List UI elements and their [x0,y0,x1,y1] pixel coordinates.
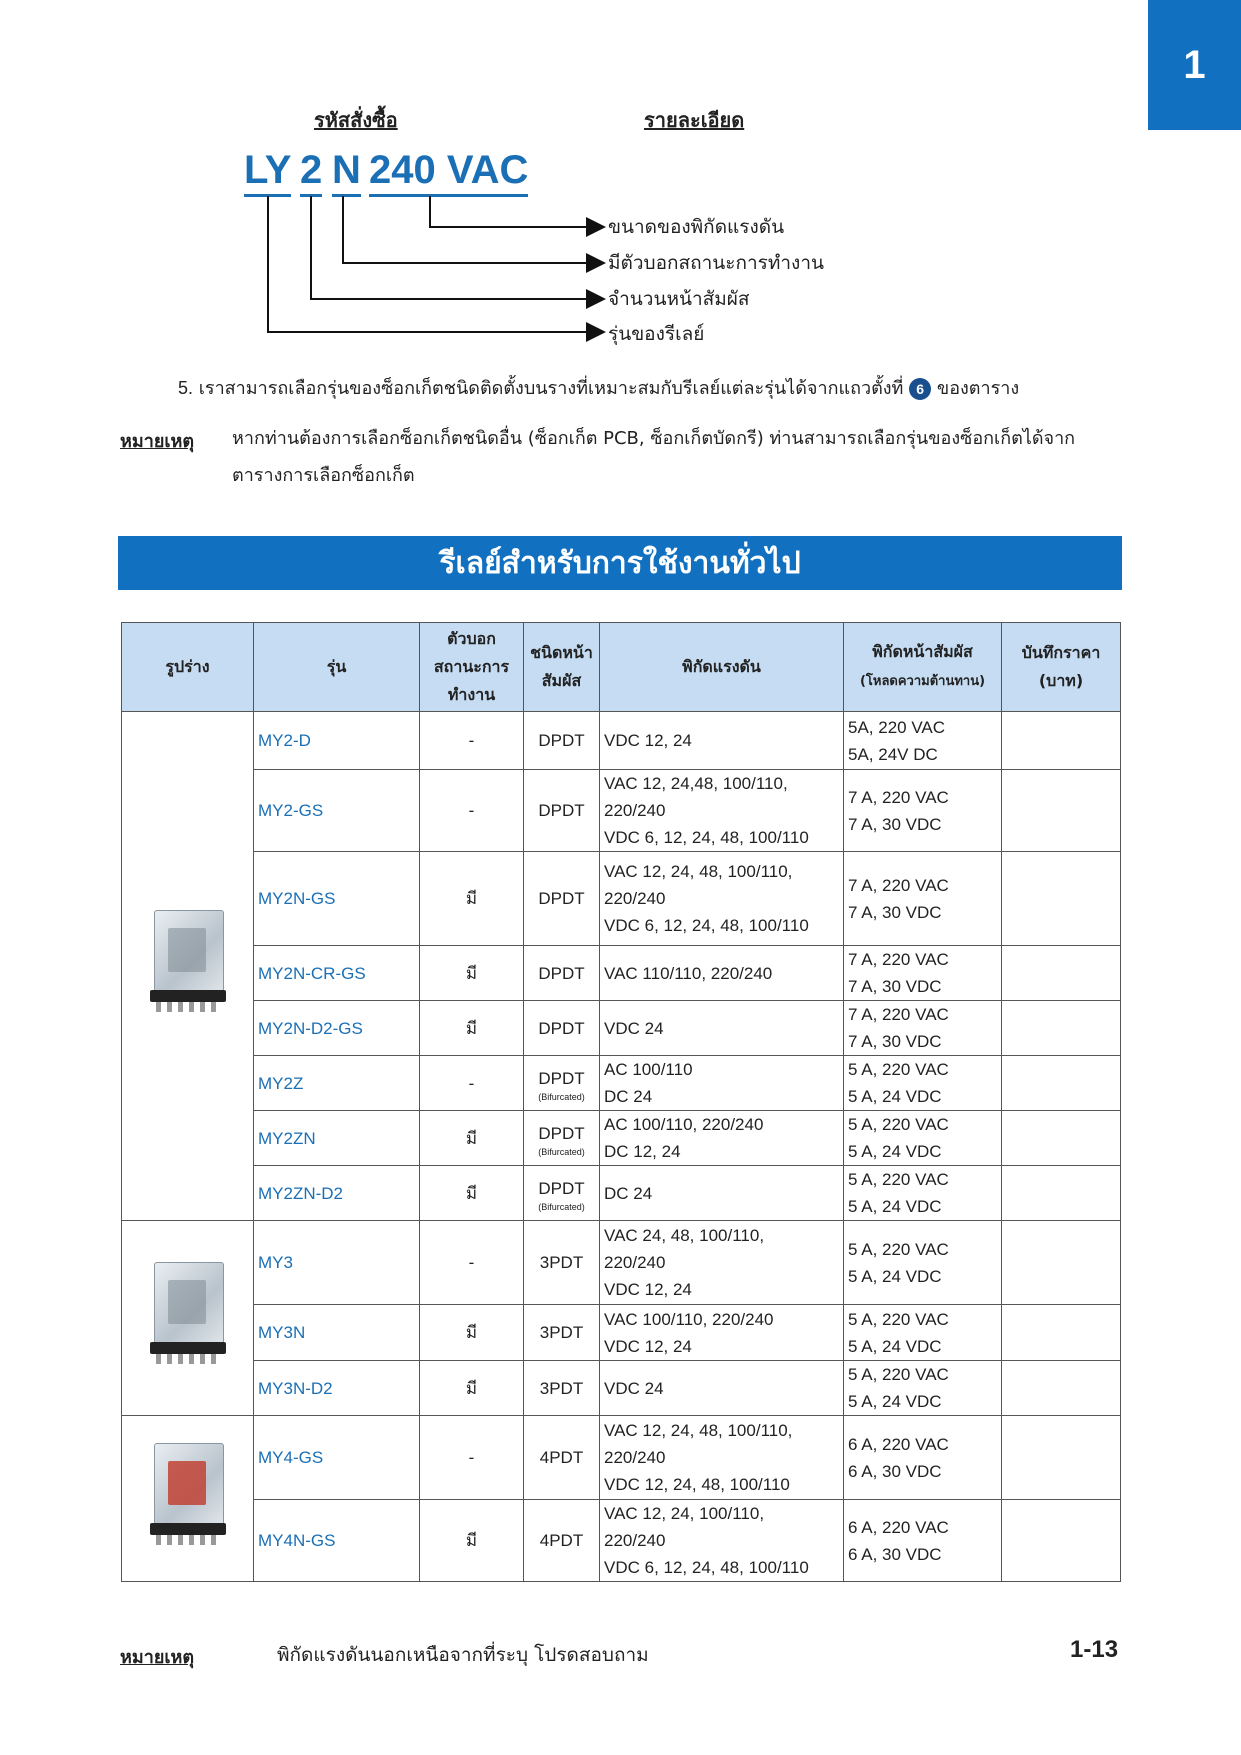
code-part-series: LY [244,148,291,197]
voltage-cell [600,1416,844,1500]
rating-line: 7 A, 30 VDC [848,977,942,996]
rating-line: 5 A, 24 VDC [848,1142,942,1161]
table-row [122,946,1121,1001]
contact-type: 4PDT [539,1448,584,1467]
table-row [122,1361,1121,1416]
step-suffix: ของตาราง [936,378,1020,399]
rating-line: 5 A, 220 VAC [848,1115,949,1134]
voltage-cell [600,852,844,946]
voltage-line: VAC 12, 24,48, 100/110, [604,774,788,793]
price-cell [1002,1361,1121,1416]
contact-type: DPDT [538,1018,585,1038]
voltage-cell [600,770,844,852]
voltage-line: VDC 24 [604,1018,664,1038]
voltage-line: AC 100/110, 220/240 [604,1115,764,1134]
contact-cell [524,1166,600,1221]
voltage-line: VAC 12, 24, 100/110, [604,1504,765,1523]
contact-subtype: (Bifurcated) [538,1091,585,1102]
voltage-line: 220/240 [604,1253,666,1272]
voltage-line: VDC 12, 24 [604,731,692,750]
header-rating [844,623,1002,712]
table-row [122,1056,1121,1111]
step-number: 5. [178,378,194,398]
rating-cell [844,1166,1002,1221]
contact-type: DPDT [538,1068,585,1088]
rating-line: 5 A, 24 VDC [848,1197,942,1216]
rating-line: 5A, 24V DC [848,744,938,764]
voltage-cell [600,1305,844,1361]
voltage-cell [600,1361,844,1416]
voltage-cell [600,1111,844,1166]
contact-cell [524,1305,600,1361]
rating-line: 7 A, 220 VAC [848,950,949,969]
voltage-line: VAC 12, 24, 48, 100/110, [604,1421,793,1440]
table-row [122,1221,1121,1305]
voltage-line: 220/240 [604,1448,666,1467]
voltage-cell [600,1500,844,1582]
indicator-cell: มี [420,946,524,1001]
page-number: 1-13 [1070,1636,1119,1663]
voltage-line: VDC 12, 24 [604,1280,692,1299]
contact-cell [524,770,600,852]
table-row [122,1001,1121,1056]
contact-cell [524,946,600,1001]
relay-image-cell [122,1416,254,1582]
rating-line: 7 A, 220 VAC [848,787,949,807]
model-cell: MY2N-D2-GS [254,1001,420,1056]
voltage-line: 220/240 [604,1531,666,1550]
price-cell [1002,946,1121,1001]
header-voltage: พิกัดแรงดัน [600,623,844,712]
contact-type: DPDT [538,731,585,750]
price-cell [1002,1111,1121,1166]
contact-cell [524,1500,600,1582]
rating-line: 5 A, 220 VAC [848,1239,949,1259]
voltage-line: VDC 6, 12, 24, 48, 100/110 [604,916,809,935]
rating-line: 5A, 220 VAC [848,717,946,737]
voltage-cell [600,1166,844,1221]
rating-line: 7 A, 220 VAC [848,875,949,895]
relay-table [121,622,1121,1582]
voltage-line: VAC 110/110, 220/240 [604,963,773,983]
relay-image-cell [122,1221,254,1416]
code-part-poles: 2 [300,148,322,197]
code-part-voltage: 240 VAC [369,148,528,197]
section-banner: รีเลย์สำหรับการใช้งานทั่วไป [118,536,1122,590]
rating-line: 7 A, 30 VDC [848,902,942,922]
price-cell [1002,1500,1121,1582]
rating-line: 5 A, 24 VDC [848,1392,942,1411]
desc-relay-model: รุ่นของรีเลย์ [608,323,705,345]
contact-cell [524,712,600,770]
rating-cell [844,1056,1002,1111]
header-price-title: บันทึกราคา [1021,643,1101,662]
rating-line: 5 A, 220 VAC [848,1365,949,1384]
voltage-cell [600,712,844,770]
rating-cell [844,946,1002,1001]
table-row [122,1500,1121,1582]
voltage-line: DC 12, 24 [604,1142,681,1161]
desc-voltage-rating: ขนาดของพิกัดแรงดัน [608,216,785,238]
relay-image [148,910,228,1014]
indicator-cell: - [420,1221,524,1305]
rating-line: 5 A, 220 VAC [848,1060,949,1079]
price-cell [1002,770,1121,852]
indicator-cell: มี [420,1500,524,1582]
price-cell [1002,1416,1121,1500]
contact-cell [524,1056,600,1111]
model-cell: MY4-GS [254,1416,420,1500]
voltage-line: VDC 24 [604,1378,664,1398]
contact-type: 4PDT [539,1531,584,1550]
price-cell [1002,1166,1121,1221]
contact-type: DPDT [538,963,585,983]
voltage-line: VDC 6, 12, 24, 48, 100/110 [604,1558,809,1577]
table-row [122,1166,1121,1221]
rating-line: 7 A, 30 VDC [848,1032,942,1051]
note2-text: พิกัดแรงดันนอกเหนือจากที่ระบุ โปรดสอบถาม [277,1644,649,1666]
indicator-cell: - [420,1056,524,1111]
model-cell: MY2-D [254,712,420,770]
voltage-line: DC 24 [604,1183,653,1203]
rating-cell [844,1221,1002,1305]
relay-image [148,1443,228,1547]
indicator-cell: - [420,770,524,852]
rating-cell [844,770,1002,852]
voltage-line: DC 24 [604,1087,653,1106]
indicator-cell: - [420,1416,524,1500]
model-cell: MY2Z [254,1056,420,1111]
contact-type: DPDT [538,1123,585,1143]
header-rating-sub: (โหลดความต้านทาน) [859,674,986,689]
header-shape: รูปร่าง [122,623,254,712]
relay-image [148,1262,228,1366]
rating-line: 5 A, 220 VAC [848,1170,949,1189]
voltage-line: VDC 12, 24, 48, 100/110 [604,1475,790,1494]
rating-cell [844,1416,1002,1500]
voltage-line: 220/240 [604,801,666,820]
voltage-cell [600,1001,844,1056]
voltage-line: AC 100/110 [604,1060,693,1079]
indicator-cell: มี [420,1111,524,1166]
desc-indicator: มีตัวบอกสถานะการทำงาน [608,252,824,274]
header-contact: ชนิดหน้าสัมผัส [524,623,600,712]
rating-line: 7 A, 220 VAC [848,1005,949,1024]
voltage-line: VDC 12, 24 [604,1336,692,1356]
model-cell: MY2ZN [254,1111,420,1166]
rating-cell [844,1111,1002,1166]
table-row [122,712,1121,770]
indicator-cell: มี [420,1361,524,1416]
model-cell: MY2N-CR-GS [254,946,420,1001]
model-cell: MY3N [254,1305,420,1361]
rating-line: 5 A, 24 VDC [848,1087,942,1106]
contact-type: 3PDT [539,1323,584,1342]
voltage-cell [600,1221,844,1305]
model-cell: MY3 [254,1221,420,1305]
voltage-line: VAC 100/110, 220/240 [604,1309,774,1329]
contact-cell [524,1111,600,1166]
model-cell: MY4N-GS [254,1500,420,1582]
header-price [1002,623,1121,712]
model-cell: MY2-GS [254,770,420,852]
rating-cell [844,712,1002,770]
contact-cell [524,1361,600,1416]
price-cell [1002,1001,1121,1056]
voltage-line: 220/240 [604,889,666,908]
header-indicator: ตัวบอกสถานะการทำงาน [420,623,524,712]
rating-cell [844,1001,1002,1056]
table-row [122,770,1121,852]
contact-type: DPDT [538,889,585,908]
contact-type: 3PDT [539,1378,584,1398]
relay-image-cell [122,712,254,1221]
contact-type: 3PDT [539,1253,584,1272]
price-cell [1002,1305,1121,1361]
rating-line: 6 A, 220 VAC [848,1517,949,1537]
step-text: เราสามารถเลือกรุ่นของซ็อกเก็ตชนิดติดตั้งบนรางที่เหมาะสมกับรีเลย์แต่ละรุ่นได้จากแถวตั้งที่ [198,378,904,399]
rating-cell [844,1305,1002,1361]
indicator-cell: มี [420,1001,524,1056]
chapter-tab: 1 [1148,0,1241,130]
rating-cell [844,1361,1002,1416]
contact-cell [524,1416,600,1500]
note1-label: หมายเหตุ [120,431,195,452]
rating-cell [844,1500,1002,1582]
price-cell [1002,712,1121,770]
circled-number-6: 6 [909,378,931,400]
rating-line: 7 A, 30 VDC [848,814,942,834]
header-rating-title: พิกัดหน้าสัมผัส [872,642,973,661]
voltage-line: VAC 24, 48, 100/110, [604,1226,765,1245]
table-row [122,852,1121,946]
rating-line: 5 A, 220 VAC [848,1309,949,1329]
indicator-cell: มี [420,1166,524,1221]
indicator-cell: มี [420,1305,524,1361]
table-row [122,1416,1121,1500]
table-row [122,1111,1121,1166]
price-cell [1002,1221,1121,1305]
contact-cell [524,852,600,946]
contact-cell [524,1001,600,1056]
contact-subtype: (Bifurcated) [538,1146,585,1157]
note1-text: หากท่านต้องการเลือกซ็อกเก็ตชนิดอื่น (ซ็อกเก็ต PCB, ซ็อกเก็ตบัดกรี) ท่านสามารถเลือกรุ่นของซ็อกเก็ตได้จากตารางการเลือกซ็อกเก็ต [232,428,1076,486]
contact-cell [524,1221,600,1305]
code-part-indicator: N [332,148,361,197]
model-cell: MY2ZN-D2 [254,1166,420,1221]
model-cell: MY2N-GS [254,852,420,946]
rating-line: 6 A, 30 VDC [848,1461,942,1481]
header-model: รุ่น [254,623,420,712]
rating-line: 5 A, 24 VDC [848,1336,942,1356]
price-cell [1002,1056,1121,1111]
voltage-cell [600,1056,844,1111]
note2-label: หมายเหตุ [120,1647,195,1668]
indicator-cell: มี [420,852,524,946]
rating-line: 6 A, 220 VAC [848,1434,949,1454]
model-cell: MY3N-D2 [254,1361,420,1416]
rating-line: 6 A, 30 VDC [848,1544,942,1564]
price-cell [1002,852,1121,946]
contact-type: DPDT [538,1178,585,1198]
rating-cell [844,852,1002,946]
voltage-line: VDC 6, 12, 24, 48, 100/110 [604,828,809,847]
step-5 [178,373,1019,402]
order-code-header: รหัสสั่งซื้อ [314,108,398,132]
voltage-cell [600,946,844,1001]
rating-line: 5 A, 24 VDC [848,1266,942,1286]
details-header: รายละเอียด [644,108,745,132]
indicator-cell: - [420,712,524,770]
voltage-line: VAC 12, 24, 48, 100/110, [604,862,793,881]
contact-subtype: (Bifurcated) [538,1201,585,1212]
table-row [122,1305,1121,1361]
desc-contact-count: จำนวนหน้าสัมผัส [608,288,750,310]
contact-type: DPDT [538,801,585,820]
header-price-sub: (บาท) [1038,671,1084,690]
